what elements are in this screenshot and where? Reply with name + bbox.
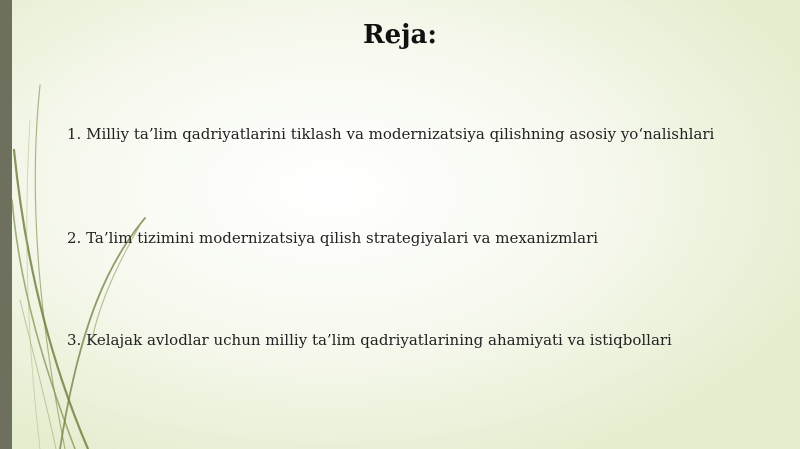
plan-item-2: 2. Ta’lim tizimini modernizatsiya qilish strategiyalari va mexanizmlari [67, 229, 599, 247]
slide-title: Reja: [362, 20, 437, 50]
grass-decoration [0, 0, 200, 449]
plan-item-1: 1. Milliy ta’lim qadriyatlarini tiklash va modernizatsiya qilishning asosiy yo‘nalishlari [67, 125, 715, 143]
plan-item-3: 3. Kelajak avlodlar uchun milliy ta’lim qadriyatlarining ahamiyati va istiqbollari [67, 331, 672, 349]
